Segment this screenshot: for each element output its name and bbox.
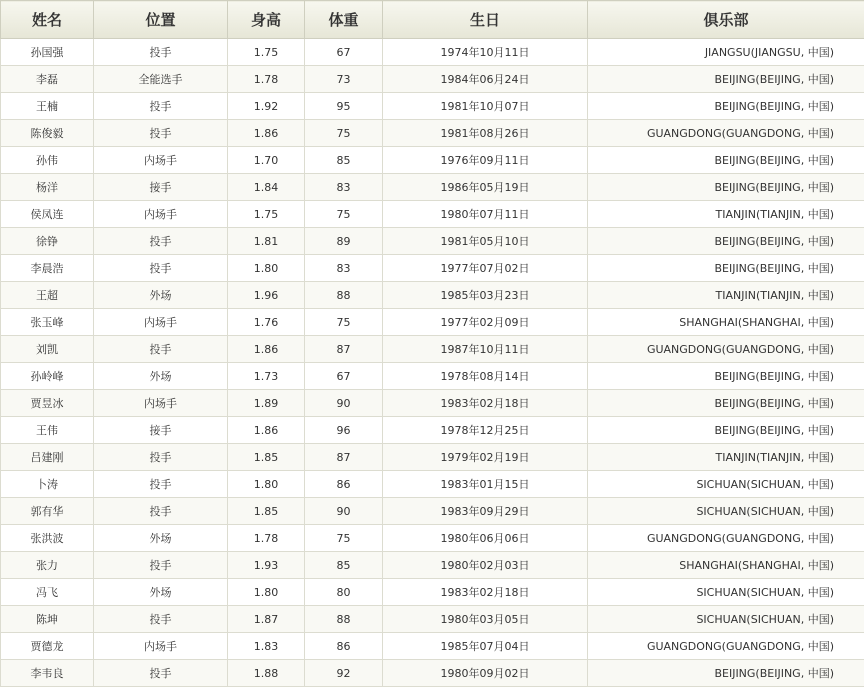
cell-position: 投手 <box>94 660 228 687</box>
cell-birthday: 1978年12月25日 <box>383 417 588 444</box>
table-row <box>1 147 864 174</box>
table-row <box>1 660 864 687</box>
cell-birthday: 1981年05月10日 <box>383 228 588 255</box>
cell-birthday: 1981年08月26日 <box>383 120 588 147</box>
cell-height: 1.86 <box>228 120 305 147</box>
cell-position: 投手 <box>94 552 228 579</box>
table-row <box>1 336 864 363</box>
cell-birthday: 1987年10月11日 <box>383 336 588 363</box>
table-row <box>1 363 864 390</box>
cell-height: 1.93 <box>228 552 305 579</box>
cell-birthday: 1976年09月11日 <box>383 147 588 174</box>
cell-height: 1.87 <box>228 606 305 633</box>
cell-club: TIANJIN(TIANJIN, 中国) <box>588 282 864 309</box>
column-header-height[interactable]: 身高 <box>228 1 305 39</box>
cell-weight: 83 <box>305 255 383 282</box>
cell-position: 投手 <box>94 498 228 525</box>
cell-height: 1.84 <box>228 174 305 201</box>
cell-name: 孙伟 <box>1 147 94 174</box>
cell-position: 内场手 <box>94 633 228 660</box>
cell-height: 1.75 <box>228 201 305 228</box>
cell-name: 徐铮 <box>1 228 94 255</box>
cell-birthday: 1980年02月03日 <box>383 552 588 579</box>
cell-weight: 83 <box>305 174 383 201</box>
table-row <box>1 579 864 606</box>
table-row <box>1 606 864 633</box>
cell-birthday: 1980年03月05日 <box>383 606 588 633</box>
cell-height: 1.88 <box>228 660 305 687</box>
column-header-name[interactable]: 姓名 <box>1 1 94 39</box>
cell-name: 贾德龙 <box>1 633 94 660</box>
cell-name: 李韦良 <box>1 660 94 687</box>
cell-name: 卜涛 <box>1 471 94 498</box>
cell-birthday: 1980年06月06日 <box>383 525 588 552</box>
cell-name: 王楠 <box>1 93 94 120</box>
cell-weight: 95 <box>305 93 383 120</box>
cell-birthday: 1981年10月07日 <box>383 93 588 120</box>
cell-weight: 87 <box>305 336 383 363</box>
cell-position: 外场 <box>94 363 228 390</box>
cell-position: 投手 <box>94 444 228 471</box>
cell-name: 刘凯 <box>1 336 94 363</box>
cell-club: BEIJING(BEIJING, 中国) <box>588 66 864 93</box>
cell-name: 王超 <box>1 282 94 309</box>
table-row <box>1 66 864 93</box>
cell-club: SICHUAN(SICHUAN, 中国) <box>588 471 864 498</box>
cell-club: BEIJING(BEIJING, 中国) <box>588 174 864 201</box>
table-row <box>1 498 864 525</box>
cell-height: 1.96 <box>228 282 305 309</box>
cell-club: GUANGDONG(GUANGDONG, 中国) <box>588 633 864 660</box>
cell-name: 陈俊毅 <box>1 120 94 147</box>
cell-position: 投手 <box>94 471 228 498</box>
column-header-club[interactable]: 俱乐部 <box>588 1 864 39</box>
cell-height: 1.80 <box>228 579 305 606</box>
cell-name: 张洪波 <box>1 525 94 552</box>
cell-club: SHANGHAI(SHANGHAI, 中国) <box>588 309 864 336</box>
table-row <box>1 444 864 471</box>
cell-weight: 67 <box>305 39 383 66</box>
cell-birthday: 1980年07月11日 <box>383 201 588 228</box>
cell-position: 接手 <box>94 174 228 201</box>
cell-weight: 86 <box>305 633 383 660</box>
cell-position: 内场手 <box>94 147 228 174</box>
cell-club: SHANGHAI(SHANGHAI, 中国) <box>588 552 864 579</box>
cell-weight: 88 <box>305 606 383 633</box>
cell-birthday: 1983年02月18日 <box>383 390 588 417</box>
table-row <box>1 174 864 201</box>
cell-height: 1.70 <box>228 147 305 174</box>
cell-height: 1.86 <box>228 417 305 444</box>
cell-position: 全能选手 <box>94 66 228 93</box>
table-row <box>1 93 864 120</box>
cell-club: BEIJING(BEIJING, 中国) <box>588 363 864 390</box>
cell-position: 内场手 <box>94 390 228 417</box>
cell-birthday: 1983年09月29日 <box>383 498 588 525</box>
cell-name: 孙岭峰 <box>1 363 94 390</box>
cell-weight: 85 <box>305 552 383 579</box>
cell-club: TIANJIN(TIANJIN, 中国) <box>588 444 864 471</box>
cell-birthday: 1979年02月19日 <box>383 444 588 471</box>
cell-club: BEIJING(BEIJING, 中国) <box>588 417 864 444</box>
table-row <box>1 390 864 417</box>
cell-height: 1.78 <box>228 525 305 552</box>
cell-name: 李磊 <box>1 66 94 93</box>
cell-height: 1.76 <box>228 309 305 336</box>
cell-birthday: 1985年03月23日 <box>383 282 588 309</box>
cell-height: 1.81 <box>228 228 305 255</box>
cell-weight: 90 <box>305 390 383 417</box>
table-header-row <box>1 1 864 39</box>
cell-height: 1.80 <box>228 255 305 282</box>
cell-position: 投手 <box>94 93 228 120</box>
cell-weight: 67 <box>305 363 383 390</box>
cell-position: 投手 <box>94 39 228 66</box>
cell-club: SICHUAN(SICHUAN, 中国) <box>588 606 864 633</box>
cell-club: BEIJING(BEIJING, 中国) <box>588 255 864 282</box>
cell-weight: 85 <box>305 147 383 174</box>
cell-position: 投手 <box>94 120 228 147</box>
cell-position: 外场 <box>94 579 228 606</box>
cell-height: 1.75 <box>228 39 305 66</box>
cell-name: 张力 <box>1 552 94 579</box>
cell-weight: 80 <box>305 579 383 606</box>
cell-weight: 96 <box>305 417 383 444</box>
cell-name: 贾昱冰 <box>1 390 94 417</box>
cell-height: 1.85 <box>228 444 305 471</box>
cell-club: BEIJING(BEIJING, 中国) <box>588 147 864 174</box>
cell-name: 吕建刚 <box>1 444 94 471</box>
table-row <box>1 309 864 336</box>
cell-club: GUANGDONG(GUANGDONG, 中国) <box>588 120 864 147</box>
cell-club: SICHUAN(SICHUAN, 中国) <box>588 579 864 606</box>
table-body <box>1 39 864 687</box>
cell-birthday: 1983年02月18日 <box>383 579 588 606</box>
table-row <box>1 633 864 660</box>
cell-position: 外场 <box>94 525 228 552</box>
cell-name: 张玉峰 <box>1 309 94 336</box>
cell-name: 侯凤连 <box>1 201 94 228</box>
cell-name: 陈坤 <box>1 606 94 633</box>
cell-position: 投手 <box>94 606 228 633</box>
cell-birthday: 1977年02月09日 <box>383 309 588 336</box>
cell-position: 外场 <box>94 282 228 309</box>
cell-weight: 75 <box>305 120 383 147</box>
cell-name: 李晨浩 <box>1 255 94 282</box>
cell-position: 接手 <box>94 417 228 444</box>
cell-name: 孙国强 <box>1 39 94 66</box>
table-row <box>1 417 864 444</box>
cell-club: TIANJIN(TIANJIN, 中国) <box>588 201 864 228</box>
cell-position: 内场手 <box>94 201 228 228</box>
table-row <box>1 525 864 552</box>
cell-weight: 86 <box>305 471 383 498</box>
table-row <box>1 228 864 255</box>
table-row <box>1 39 864 66</box>
cell-weight: 73 <box>305 66 383 93</box>
cell-position: 内场手 <box>94 309 228 336</box>
cell-club: BEIJING(BEIJING, 中国) <box>588 390 864 417</box>
table-row <box>1 201 864 228</box>
cell-club: BEIJING(BEIJING, 中国) <box>588 660 864 687</box>
cell-weight: 89 <box>305 228 383 255</box>
column-header-birthday[interactable]: 生日 <box>383 1 588 39</box>
cell-club: GUANGDONG(GUANGDONG, 中国) <box>588 525 864 552</box>
cell-position: 投手 <box>94 336 228 363</box>
cell-weight: 90 <box>305 498 383 525</box>
cell-height: 1.85 <box>228 498 305 525</box>
cell-birthday: 1986年05月19日 <box>383 174 588 201</box>
cell-birthday: 1985年07月04日 <box>383 633 588 660</box>
cell-position: 投手 <box>94 255 228 282</box>
cell-weight: 87 <box>305 444 383 471</box>
cell-position: 投手 <box>94 228 228 255</box>
cell-birthday: 1980年09月02日 <box>383 660 588 687</box>
cell-height: 1.86 <box>228 336 305 363</box>
cell-weight: 75 <box>305 309 383 336</box>
column-header-weight[interactable]: 体重 <box>305 1 383 39</box>
cell-birthday: 1983年01月15日 <box>383 471 588 498</box>
cell-club: JIANGSU(JIANGSU, 中国) <box>588 39 864 66</box>
cell-name: 王伟 <box>1 417 94 444</box>
cell-birthday: 1978年08月14日 <box>383 363 588 390</box>
cell-birthday: 1974年10月11日 <box>383 39 588 66</box>
cell-name: 杨洋 <box>1 174 94 201</box>
cell-height: 1.78 <box>228 66 305 93</box>
cell-height: 1.80 <box>228 471 305 498</box>
table-row <box>1 255 864 282</box>
cell-height: 1.83 <box>228 633 305 660</box>
table-row <box>1 282 864 309</box>
table-row <box>1 552 864 579</box>
cell-birthday: 1977年07月02日 <box>383 255 588 282</box>
cell-height: 1.73 <box>228 363 305 390</box>
cell-height: 1.92 <box>228 93 305 120</box>
table-row <box>1 120 864 147</box>
cell-club: GUANGDONG(GUANGDONG, 中国) <box>588 336 864 363</box>
cell-weight: 75 <box>305 525 383 552</box>
cell-club: BEIJING(BEIJING, 中国) <box>588 93 864 120</box>
cell-weight: 88 <box>305 282 383 309</box>
cell-club: BEIJING(BEIJING, 中国) <box>588 228 864 255</box>
cell-birthday: 1984年06月24日 <box>383 66 588 93</box>
cell-name: 冯飞 <box>1 579 94 606</box>
cell-club: SICHUAN(SICHUAN, 中国) <box>588 498 864 525</box>
cell-weight: 92 <box>305 660 383 687</box>
table-row <box>1 471 864 498</box>
cell-name: 郭有华 <box>1 498 94 525</box>
column-header-position[interactable]: 位置 <box>94 1 228 39</box>
cell-height: 1.89 <box>228 390 305 417</box>
cell-weight: 75 <box>305 201 383 228</box>
